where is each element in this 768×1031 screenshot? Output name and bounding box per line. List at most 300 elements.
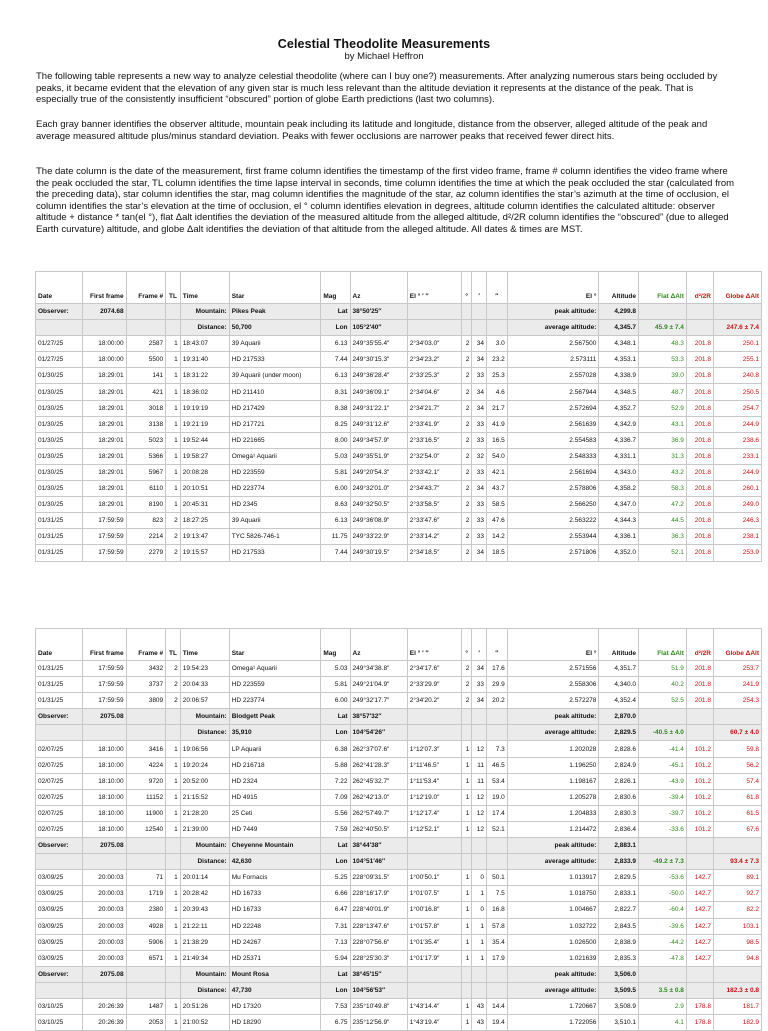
table-cell: 1 [461, 886, 471, 902]
observer-altitude: 2075.08 [82, 966, 126, 982]
table-cell: 201.8 [686, 497, 713, 513]
column-header: El ° [507, 272, 599, 304]
table-cell: 17.6 [486, 661, 507, 677]
table-cell: 4.1 [639, 1015, 687, 1031]
peak-altitude-value: 2,870.0 [599, 709, 639, 725]
table-cell: 262°57′49.7″ [350, 805, 407, 821]
measurements-table-1 [35, 271, 762, 562]
column-header: First frame [82, 272, 126, 304]
table-cell: 2.572278 [507, 693, 599, 709]
table-cell: 1 [166, 886, 181, 902]
table-cell: 94.8 [713, 950, 761, 966]
table-cell: 03/09/25 [36, 950, 83, 966]
table-cell: 20:00:03 [82, 886, 126, 902]
column-header: Time [180, 629, 229, 661]
table-cell: 1 [166, 757, 181, 773]
table-cell: 2.558306 [507, 677, 599, 693]
column-header: ′ [472, 629, 487, 661]
table-cell: 43 [472, 1015, 487, 1031]
table-cell: 19:52:44 [180, 432, 229, 448]
table-cell: 1.204833 [507, 805, 599, 821]
table-cell: 2380 [126, 902, 166, 918]
table-cell: -43.9 [639, 773, 687, 789]
table-cell: 228°16′17.9″ [350, 886, 407, 902]
table-cell: 14.2 [486, 529, 507, 545]
table-cell: 255.1 [713, 352, 761, 368]
table-row [36, 448, 762, 464]
measurements-table-2 [35, 628, 762, 1031]
table-row [36, 400, 762, 416]
table-cell: 5.25 [321, 870, 350, 886]
table-cell: 57.8 [486, 918, 507, 934]
table-cell: 2°34′04.6″ [407, 384, 461, 400]
table-cell: 03/09/25 [36, 902, 83, 918]
table-row [36, 661, 762, 677]
table-cell: 101.2 [686, 821, 713, 837]
banner-blank [686, 854, 713, 870]
banner-blank [486, 982, 507, 998]
table-cell: HD 7449 [229, 821, 321, 837]
table-cell: 2,836.4 [599, 821, 639, 837]
table-cell: 01/30/25 [36, 384, 83, 400]
banner-blank [461, 838, 471, 854]
table-cell: 4,342.9 [599, 416, 639, 432]
table-cell: 228°09′31.5″ [350, 870, 407, 886]
table-cell: 18:10:00 [82, 821, 126, 837]
table-cell: 421 [126, 384, 166, 400]
column-header: ′ [472, 272, 487, 304]
table-cell: 178.8 [686, 998, 713, 1014]
table-cell: 201.8 [686, 416, 713, 432]
banner-blank [407, 966, 461, 982]
table-cell: Omega¹ Aquarii [229, 661, 321, 677]
table-cell: 201.8 [686, 529, 713, 545]
table-row [36, 416, 762, 432]
table-cell: 19:19:19 [180, 400, 229, 416]
table-cell: 18:29:01 [82, 481, 126, 497]
table-cell: 1 [461, 870, 471, 886]
table-cell: 19:31:40 [180, 352, 229, 368]
column-header: Date [36, 272, 83, 304]
table-cell: 1 [166, 773, 181, 789]
table-cell: 03/09/25 [36, 934, 83, 950]
table-cell: 244.9 [713, 416, 761, 432]
table-cell: 20.2 [486, 693, 507, 709]
banner-blank [639, 709, 687, 725]
column-header: Mag [321, 272, 350, 304]
document-title: Celestial Theodolite Measurements [277, 37, 491, 51]
column-header: El ° [507, 629, 599, 661]
table-cell: HD 18290 [229, 1015, 321, 1031]
table-cell: 2.567500 [507, 336, 599, 352]
table-cell: 47.6 [486, 513, 507, 529]
table-cell: 2 [461, 513, 471, 529]
table-cell: 1487 [126, 998, 166, 1014]
table-cell: 20:26:39 [82, 998, 126, 1014]
table-cell: 44.5 [639, 513, 687, 529]
table-cell: 1.202028 [507, 741, 599, 757]
table-cell: 246.3 [713, 513, 761, 529]
banner-blank [713, 709, 761, 725]
table-cell: 142.7 [686, 902, 713, 918]
table-cell: 03/10/25 [36, 1015, 83, 1031]
banner-blank [461, 982, 471, 998]
lon-label: Lon [321, 854, 350, 870]
table-cell: 260.1 [713, 481, 761, 497]
table-cell: 16.8 [486, 902, 507, 918]
table-cell: 2 [461, 352, 471, 368]
banner-blank [407, 320, 461, 336]
table-cell: 12 [472, 805, 487, 821]
banner-blank [486, 854, 507, 870]
observer-label: Observer: [36, 304, 83, 320]
table-cell: 7.59 [321, 821, 350, 837]
table-cell: 03/09/25 [36, 886, 83, 902]
banner-blank [472, 854, 487, 870]
table-cell: -60.4 [639, 902, 687, 918]
banner-blank [713, 838, 761, 854]
table-cell: 1 [461, 950, 471, 966]
table-cell: 4,343.0 [599, 464, 639, 480]
table-cell: 1°43′14.4″ [407, 998, 461, 1014]
average-altitude-value: 2,829.5 [599, 725, 639, 741]
latitude-value: 38°44′38″ [350, 838, 407, 854]
table-cell: 11 [472, 757, 487, 773]
table-cell: 249°32′50.5″ [350, 497, 407, 513]
table-cell: 20:51:26 [180, 998, 229, 1014]
table-body [36, 661, 762, 1031]
table-cell: 103.1 [713, 918, 761, 934]
table-cell: 1.032722 [507, 918, 599, 934]
author-byline: by Michael Heffron [344, 51, 424, 62]
table-cell: 201.8 [686, 661, 713, 677]
observer-banner-row [36, 838, 762, 854]
table-cell: 43.7 [486, 481, 507, 497]
table-cell: 35.4 [486, 934, 507, 950]
peak-altitude-label: peak altitude: [507, 966, 599, 982]
table-cell: 249°20′54.3″ [350, 464, 407, 480]
table-cell: 21:22:11 [180, 918, 229, 934]
table-cell: 6.66 [321, 886, 350, 902]
column-header: Altitude [599, 272, 639, 304]
table-cell: 2°34′23.2″ [407, 352, 461, 368]
table-cell: 03/09/25 [36, 918, 83, 934]
table-cell: 11152 [126, 789, 166, 805]
column-header: Globe ΔAlt [713, 629, 761, 661]
table-cell: 82.2 [713, 902, 761, 918]
table-cell: 3737 [126, 677, 166, 693]
mountain-label: Mountain: [180, 304, 229, 320]
table-cell: 5.03 [321, 448, 350, 464]
banner-blank [166, 966, 181, 982]
table-cell: 3416 [126, 741, 166, 757]
banner-blank [472, 709, 487, 725]
table-cell: 01/30/25 [36, 432, 83, 448]
table-cell: 18:29:01 [82, 368, 126, 384]
table-cell: 7.13 [321, 934, 350, 950]
lat-label: Lat [321, 966, 350, 982]
table-cell: 249°31′22.1″ [350, 400, 407, 416]
table-cell: 01/31/25 [36, 545, 83, 561]
table-cell: 249°33′22.9″ [350, 529, 407, 545]
table-cell: HD 217533 [229, 545, 321, 561]
table-cell: 17:59:59 [82, 545, 126, 561]
table-cell: 50.1 [486, 870, 507, 886]
distance-banner-row [36, 320, 762, 336]
table-cell: 101.2 [686, 741, 713, 757]
table-cell: 2.561694 [507, 464, 599, 480]
column-header: El ° ′ ″ [407, 629, 461, 661]
table-cell: 2,824.9 [599, 757, 639, 773]
column-header: Flat ΔAlt [639, 629, 687, 661]
table-cell: 201.8 [686, 400, 713, 416]
table-cell: 201.8 [686, 545, 713, 561]
table-cell: 43.2 [639, 464, 687, 480]
table-cell: 6.13 [321, 336, 350, 352]
banner-blank [486, 320, 507, 336]
table-cell: 1 [166, 432, 181, 448]
table-cell: 1 [166, 950, 181, 966]
banner-blank [713, 966, 761, 982]
table-cell: 240.8 [713, 368, 761, 384]
table-cell: 2.571556 [507, 661, 599, 677]
table-cell: -50.0 [639, 886, 687, 902]
table-cell: 4,336.1 [599, 529, 639, 545]
table-cell: 3432 [126, 661, 166, 677]
table-cell: 1 [166, 741, 181, 757]
distance-banner-row [36, 725, 762, 741]
table-cell: 9720 [126, 773, 166, 789]
column-header: Date [36, 629, 83, 661]
longitude-value: 104°56′53″ [350, 982, 407, 998]
table-cell: HD 16733 [229, 902, 321, 918]
table-row [36, 1015, 762, 1031]
banner-blank [686, 838, 713, 854]
table-cell: 1 [166, 481, 181, 497]
table-cell: 1.196250 [507, 757, 599, 773]
table-cell: 17.9 [486, 950, 507, 966]
table-cell: 1°11′53.4″ [407, 773, 461, 789]
table-cell: 228°40′01.9″ [350, 902, 407, 918]
table-cell: 6.47 [321, 902, 350, 918]
table-cell: 262°41′28.3″ [350, 757, 407, 773]
banner-blank [472, 304, 487, 320]
table-cell: 2.9 [639, 998, 687, 1014]
table-cell: 233.1 [713, 448, 761, 464]
banner-blank [82, 725, 126, 741]
mountain-label: Mountain: [180, 709, 229, 725]
table-cell: 02/07/25 [36, 789, 83, 805]
table-cell: 5.03 [321, 661, 350, 677]
lat-label: Lat [321, 304, 350, 320]
table-cell: 6110 [126, 481, 166, 497]
table-row [36, 870, 762, 886]
table-cell: 1 [472, 886, 487, 902]
column-header: d²/2R [686, 629, 713, 661]
table-cell: 32 [472, 448, 487, 464]
table-cell: 4,347.0 [599, 497, 639, 513]
table-cell: 53.4 [486, 773, 507, 789]
table-cell: 181.7 [713, 998, 761, 1014]
mountain-label: Mountain: [180, 838, 229, 854]
average-altitude-value: 3,509.5 [599, 982, 639, 998]
table-cell: 142.7 [686, 870, 713, 886]
table-cell: 18:29:01 [82, 448, 126, 464]
peak-altitude-value: 3,506.0 [599, 966, 639, 982]
table-cell: 20:06:57 [180, 693, 229, 709]
table-cell: 12 [472, 821, 487, 837]
table-cell: 1 [461, 757, 471, 773]
table-cell: 36.3 [639, 529, 687, 545]
table-cell: 34 [472, 384, 487, 400]
banner-blank [472, 982, 487, 998]
table-cell: 5500 [126, 352, 166, 368]
table-cell: 34 [472, 693, 487, 709]
table-cell: 4,352.0 [599, 545, 639, 561]
table-cell: 52.5 [639, 693, 687, 709]
table-cell: 3018 [126, 400, 166, 416]
banner-blank [126, 966, 166, 982]
table-cell: 19:20:24 [180, 757, 229, 773]
table-cell: -47.8 [639, 950, 687, 966]
table-cell: 1.198167 [507, 773, 599, 789]
column-header: Frame # [126, 629, 166, 661]
table-cell: 33 [472, 432, 487, 448]
table-cell: 1 [461, 998, 471, 1014]
table-cell: 1.722056 [507, 1015, 599, 1031]
table-cell: 262°37′07.6″ [350, 741, 407, 757]
table-cell: 01/30/25 [36, 464, 83, 480]
table-cell: 4,338.9 [599, 368, 639, 384]
table-cell: 7.53 [321, 998, 350, 1014]
observer-banner-row [36, 304, 762, 320]
table-cell: 33 [472, 464, 487, 480]
table-cell: 2.573111 [507, 352, 599, 368]
table-cell: 2.563222 [507, 513, 599, 529]
table-cell: 2°33′25.3″ [407, 368, 461, 384]
table-cell: 20:01:14 [180, 870, 229, 886]
table-cell: 241.9 [713, 677, 761, 693]
table-cell: 1°43′19.4″ [407, 1015, 461, 1031]
table-cell: HD 211410 [229, 384, 321, 400]
table-cell: 2 [166, 693, 181, 709]
mountain-name: Cheyenne Mountain [229, 838, 321, 854]
banner-blank [486, 709, 507, 725]
peak-altitude-label: peak altitude: [507, 838, 599, 854]
table-cell: 249°32′01.0″ [350, 481, 407, 497]
lon-label: Lon [321, 982, 350, 998]
table-cell: 01/30/25 [36, 448, 83, 464]
table-cell: 21:00:52 [180, 1015, 229, 1031]
table-row [36, 741, 762, 757]
globe-deviation-summary: 60.7 ± 4.0 [713, 725, 761, 741]
table-cell: 201.8 [686, 448, 713, 464]
table-cell: 249°21′04.9″ [350, 677, 407, 693]
column-header: ° [461, 629, 471, 661]
table-cell: 1 [166, 368, 181, 384]
table-cell: 2.561639 [507, 416, 599, 432]
lon-label: Lon [321, 725, 350, 741]
banner-blank [407, 854, 461, 870]
table-cell: Mu Fornacis [229, 870, 321, 886]
distance-value: 35,910 [229, 725, 321, 741]
table-cell: 2.567944 [507, 384, 599, 400]
peak-altitude-label: peak altitude: [507, 304, 599, 320]
table-cell: 2 [461, 368, 471, 384]
table-cell: 1 [461, 902, 471, 918]
table-cell: 2,830.6 [599, 789, 639, 805]
banner-blank [166, 320, 181, 336]
table-cell: 142.7 [686, 934, 713, 950]
banner-blank [166, 854, 181, 870]
table-cell: Omega¹ Aquarii [229, 448, 321, 464]
table-cell: 7.31 [321, 918, 350, 934]
table-cell: LP Aquarii [229, 741, 321, 757]
table-cell: 31.3 [639, 448, 687, 464]
table-cell: 1.214472 [507, 821, 599, 837]
table-cell: 2 [461, 481, 471, 497]
table-cell: 18:29:01 [82, 497, 126, 513]
table-cell: 19:06:56 [180, 741, 229, 757]
table-cell: 101.2 [686, 805, 713, 821]
table-cell: 4,353.1 [599, 352, 639, 368]
table-row [36, 497, 762, 513]
table-cell: 1 [461, 789, 471, 805]
table-cell: 5906 [126, 934, 166, 950]
table-cell: 19:13:47 [180, 529, 229, 545]
table-cell: 7.5 [486, 886, 507, 902]
table-cell: 249°35′51.9″ [350, 448, 407, 464]
average-altitude-value: 2,833.9 [599, 854, 639, 870]
banner-blank [461, 304, 471, 320]
table-cell: 21:38:29 [180, 934, 229, 950]
table-row [36, 998, 762, 1014]
banner-blank [686, 709, 713, 725]
table-cell: -39.6 [639, 918, 687, 934]
table-cell: 41.9 [486, 416, 507, 432]
banner-blank [461, 725, 471, 741]
table-cell: 61.8 [713, 789, 761, 805]
table-cell: 101.2 [686, 789, 713, 805]
table-cell: 4,352.7 [599, 400, 639, 416]
table-cell: 2.553944 [507, 529, 599, 545]
table-cell: 201.8 [686, 677, 713, 693]
table-cell: 101.2 [686, 757, 713, 773]
banner-blank [126, 982, 166, 998]
table-cell: HD 22248 [229, 918, 321, 934]
table-cell: 2 [461, 529, 471, 545]
table-cell: 253.7 [713, 661, 761, 677]
globe-deviation-summary: 182.3 ± 0.8 [713, 982, 761, 998]
table-cell: 2,829.5 [599, 870, 639, 886]
table-cell: 201.8 [686, 693, 713, 709]
table-cell: 2°33′16.5″ [407, 432, 461, 448]
banner-blank [166, 725, 181, 741]
table-cell: 823 [126, 513, 166, 529]
table-cell: 228°07′56.6″ [350, 934, 407, 950]
observer-altitude: 2074.68 [82, 304, 126, 320]
mountain-name: Mount Rosa [229, 966, 321, 982]
table-cell: 1.004667 [507, 902, 599, 918]
table-cell: 5.81 [321, 677, 350, 693]
table-cell: 0 [472, 870, 487, 886]
table-row [36, 886, 762, 902]
observer-label: Observer: [36, 966, 83, 982]
banner-blank [407, 304, 461, 320]
column-header: d²/2R [686, 272, 713, 304]
table-cell: 6.75 [321, 1015, 350, 1031]
table-cell: 1 [461, 773, 471, 789]
